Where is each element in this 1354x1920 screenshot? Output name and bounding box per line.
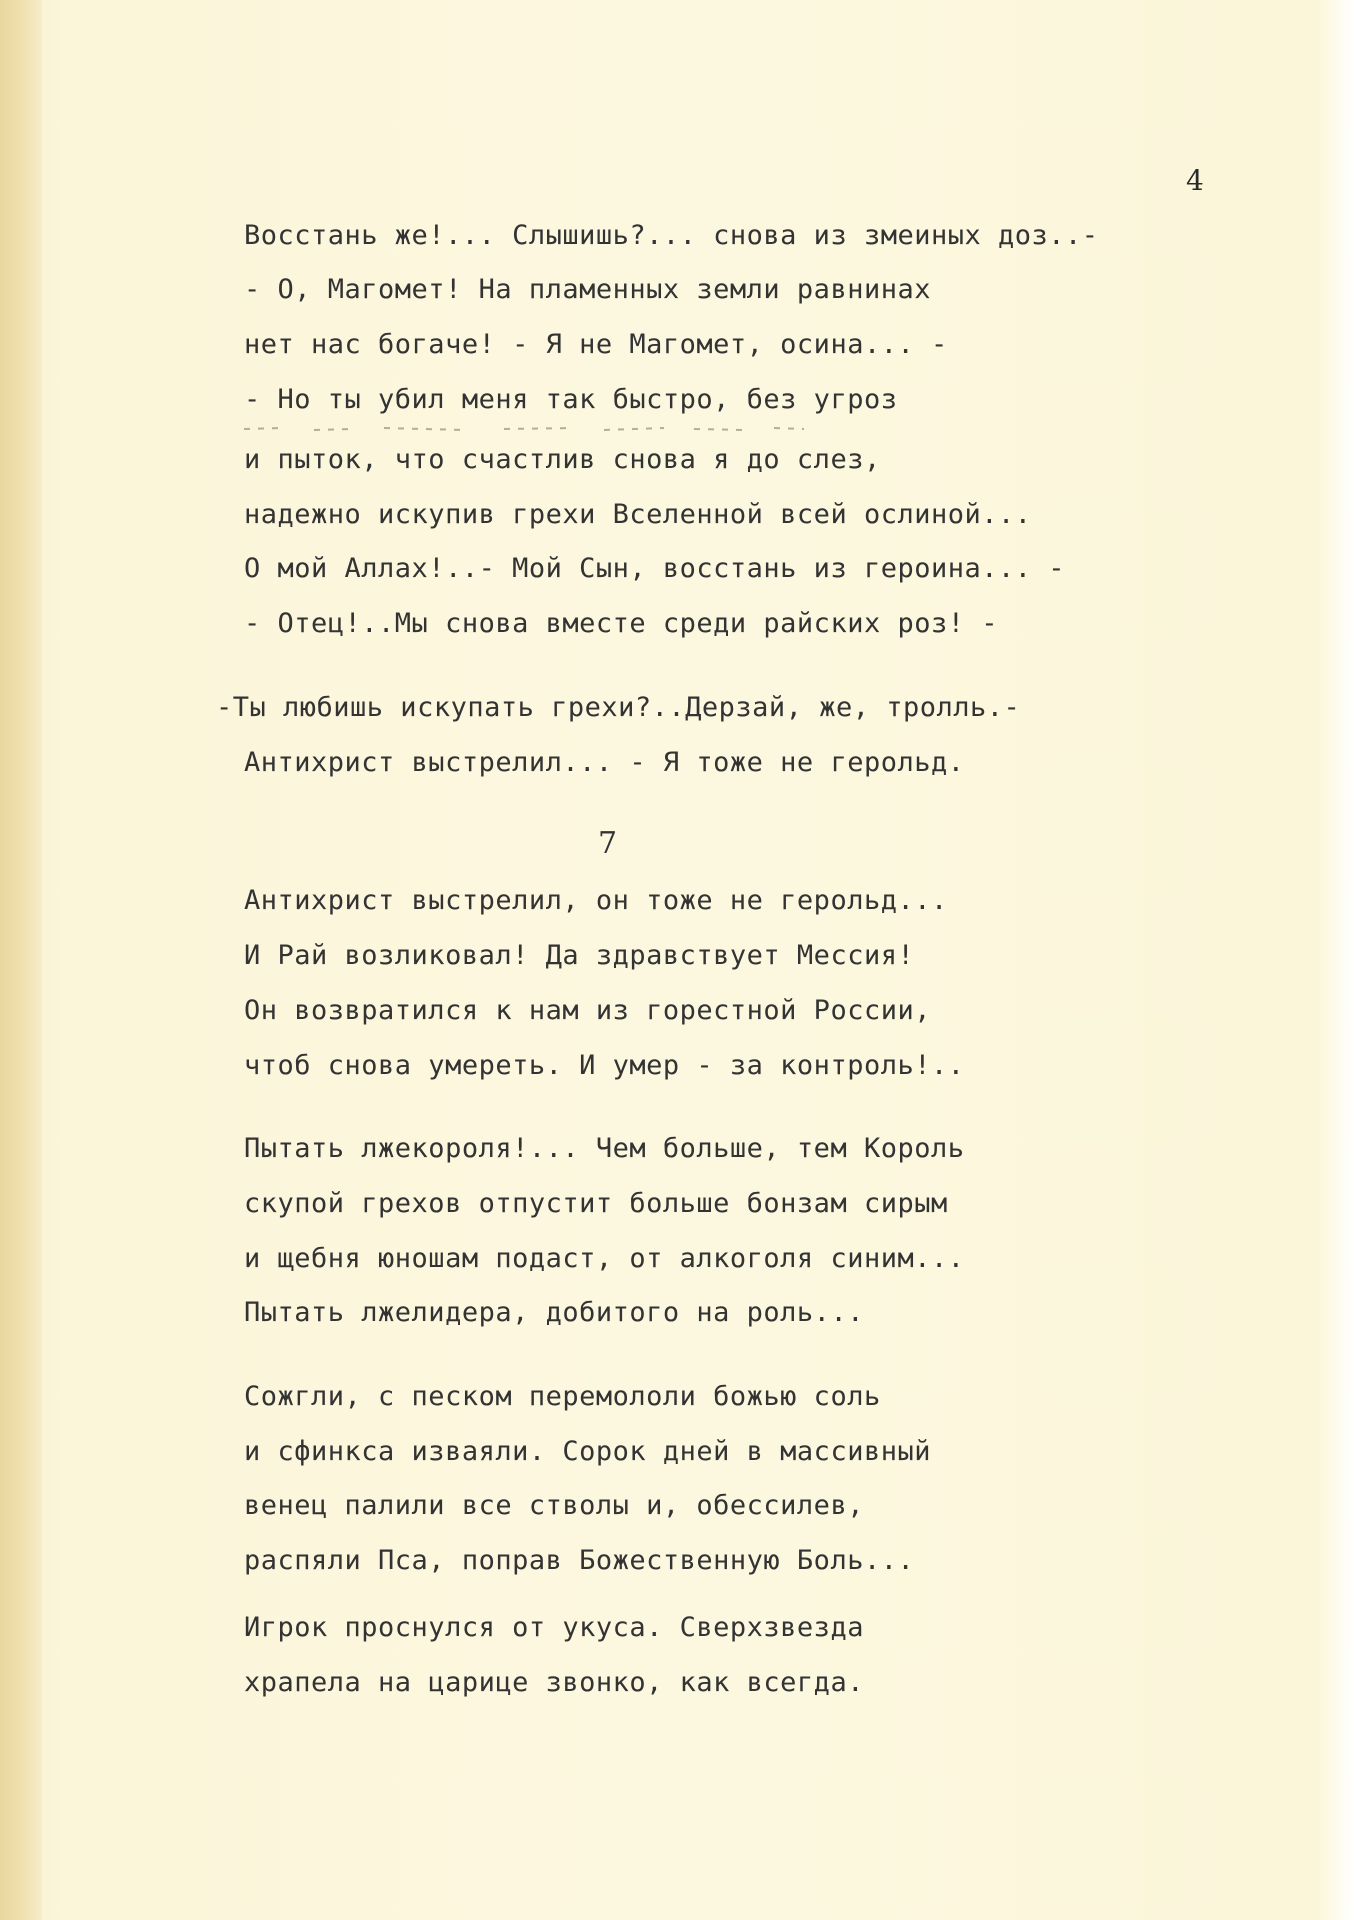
poem-line: Пытать лжекороля!... Чем больше, тем Король: [244, 1133, 965, 1164]
poem-line: Он возвратился к нам из горестной России,: [244, 995, 931, 1026]
poem-line: -Ты любишь искупать грехи?..Дерзай, же, тролль.-: [216, 692, 1021, 723]
poem-line: Антихрист выстрелил, он тоже не герольд...: [244, 885, 948, 916]
poem-line: - О, Магомет! На пламенных земли равнинах: [244, 274, 931, 305]
scan-margin: [1318, 0, 1354, 1920]
poem-line: - Но ты убил меня так быстро, без угроз: [244, 384, 898, 415]
poem-line: Игрок проснулся от укуса. Сверхзвезда: [244, 1612, 864, 1643]
poem-line: и сфинкса изваяли. Сорок дней в массивный: [244, 1436, 931, 1467]
poem-line: Пытать лжелидера, добитого на роль...: [244, 1297, 864, 1328]
paper-edge-shadow: [0, 0, 42, 1920]
poem-line: - Отец!..Мы снова вместе среди райских роз! -: [244, 608, 998, 639]
ink-smudge: [244, 422, 864, 436]
poem-line: О мой Аллах!..- Мой Сын, восстань из героина... -: [244, 553, 1066, 584]
section-number: 7: [598, 826, 618, 861]
poem-line: И Рай возликовал! Да здравствует Мессия!: [244, 940, 915, 971]
poem-line: Восстань же!... Слышишь?... снова из змеиных доз..-: [244, 220, 1099, 251]
poem-line: распяли Пса, поправ Божественную Боль...: [244, 1545, 915, 1576]
poem-line: Антихрист выстрелил... - Я тоже не герольд.: [244, 747, 965, 778]
poem-line: чтоб снова умереть. И умер - за контроль!..: [244, 1050, 965, 1081]
poem-line: венец палили все стволы и, обессилев,: [244, 1490, 864, 1521]
poem-line: и пыток, что счастлив снова я до слез,: [244, 444, 881, 475]
poem-line: храпела на царице звонко, как всегда.: [244, 1667, 864, 1698]
page-number: 4: [1186, 164, 1204, 197]
poem-line: Сожгли, с песком перемололи божью соль: [244, 1381, 881, 1412]
poem-line: скупой грехов отпустит больше бонзам сирым: [244, 1188, 948, 1219]
poem-line: и щебня юношам подаст, от алкоголя синим...: [244, 1243, 965, 1274]
poem-line: нет нас богаче! - Я не Магомет, осина... -: [244, 329, 948, 360]
poem-line: надежно искупив греxи Вселенной всей ослиной...: [244, 499, 1032, 530]
